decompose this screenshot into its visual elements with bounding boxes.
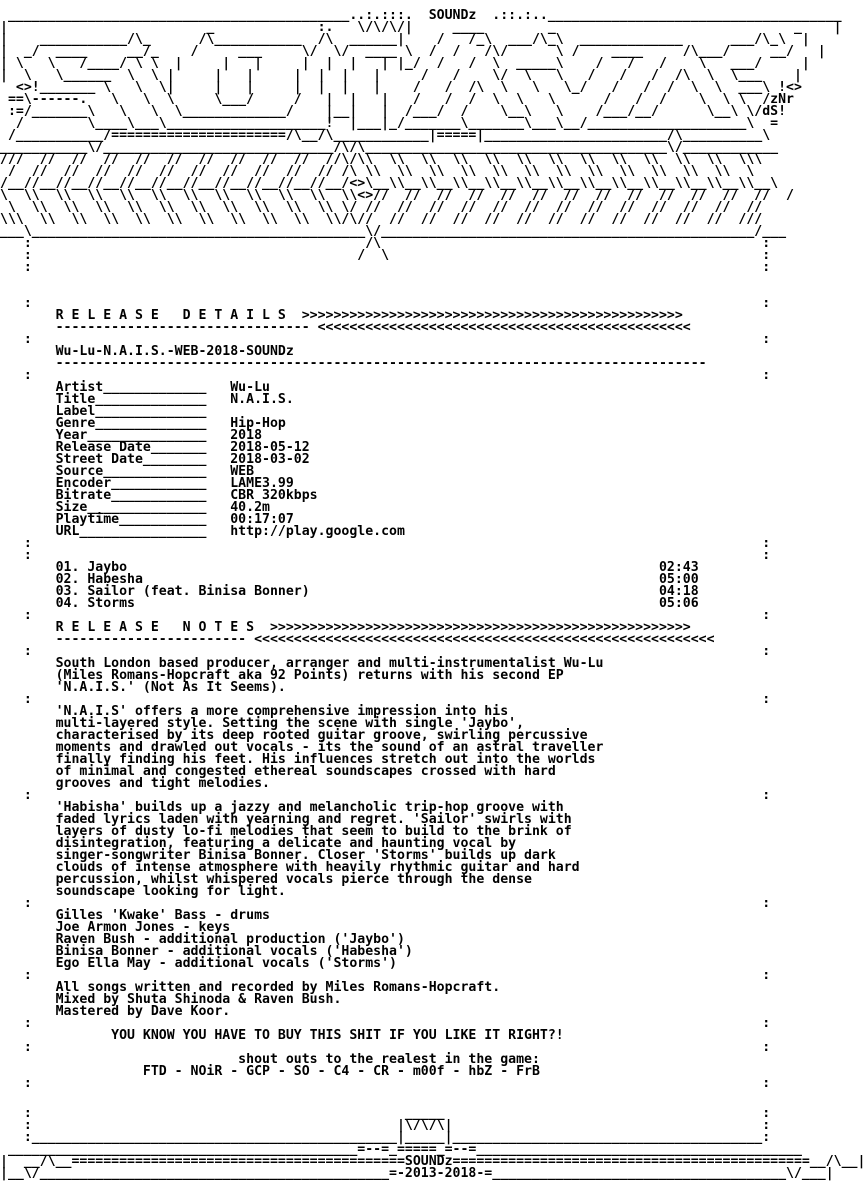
nfo-text-line: Street Date________ 2018-03-02 [0, 452, 310, 467]
nfo-text-line: : : [0, 692, 771, 707]
nfo-text-line: : : [0, 644, 771, 659]
nfo-text-line: moments and drawled out vocals - its the sound of an astral traveller [0, 740, 604, 755]
nfo-text-line: Year_______________ 2018 [0, 428, 263, 443]
nfo-text-line: FTD - NOiR - GCP - SO - C4 - CR - m00f - hbZ - FrB [0, 1064, 540, 1079]
nfo-text-line: of minimal and congested ethereal soundscapes crossed with hard [0, 764, 556, 779]
nfo-text-line: finally finding his feet. His influences stretch out into the worlds [0, 752, 596, 767]
nfo-text-line: (Miles Romans-Hopcraft aka 92 Points) returns with his second EP [0, 668, 564, 683]
nfo-text-line: All songs written and recorded by Miles Romans-Hopcraft. [0, 980, 501, 995]
header-art-line: / // // // // // // // // // // /\ \\ \\ \\ \\ \\ \\ \\ \\ \\ \\ \\ \\ \ [0, 164, 755, 179]
header-art-line: / \____\___\____________________! |___|_/_______\_______\___\__/____________________\ = [0, 116, 779, 131]
nfo-text-line: Title______________ N.A.I.S. [0, 392, 294, 407]
nfo-text-line: : : [0, 332, 771, 347]
nfo-text-line: multi-layered style. Setting the scene with single 'Jaybo', [0, 716, 525, 731]
nfo-text-line: disintegration, featuring a delicate and haunting vocal by [0, 836, 517, 851]
header-art-line: ___________________________________________..:.:::. SOUNDz .::.:.._____________________________________ [0, 8, 842, 23]
nfo-text-line: shout outs to the realest in the game: [0, 1052, 540, 1067]
header-art-line: | \ \ /____/ \ \ | | | | | | | |_/ / / \ _____\ / / / \ ___/ | [0, 56, 810, 71]
nfo-text-line: 04. Storms 05:06 [0, 596, 699, 611]
header-art-line: ==\------. \ \ \ \___/ / | | | / / / \ \ \ / / / \ \ \ /zNr [0, 92, 794, 107]
header-art-line: ___\__________________________________________\/_______________________________________________/___ [0, 224, 787, 239]
nfo-text-line: singer-songwriter Binisa Bonner. Closer 'Storms' builds up dark [0, 848, 556, 863]
header-art-line: \ \\ \\ \\ \\ \\ \\ \\ \\ \\ \\ \\<>// // // // // // // // // // // // // / [0, 188, 794, 203]
nfo-text-line: 03. Sailor (feat. Binisa Bonner) 04:18 [0, 584, 699, 599]
header-art-line: : / \ : [0, 248, 771, 263]
header-art-line: \\\ \\ \\ \\ \\ \\ \\ \\ \\ \\ \\/\// // // // // // // // // // // // /// [0, 212, 763, 227]
header-ascii-logo [0, 10, 842, 274]
nfo-text-line: : : [0, 968, 771, 983]
nfo-text-line: Binisa Bonner - additional vocals ('Habesha') [0, 944, 413, 959]
nfo-text-line: characterised by its deep rooted guitar groove, swirling percussive [0, 728, 588, 743]
nfo-text-line: Mixed by Shuta Shinoda & Raven Bush. [0, 992, 342, 1007]
nfo-text-line: : : [0, 896, 771, 911]
nfo-text-line: : : [0, 788, 771, 803]
header-art-line: | _ :. \/\/\/| ____ _ _ | [0, 20, 842, 35]
footer-ascii-banner [0, 1108, 865, 1180]
nfo-text-line: 02. Habesha 05:00 [0, 572, 699, 587]
header-art-line: ___________\/_____________________________/\/\______________________________________\/____________ [0, 140, 779, 155]
header-art-line: | ___________/\_ /\___________ /\ ______| / /_\ ___/\_\ _____________ ___/\_\ | [0, 32, 810, 47]
nfo-text-line: ---------------------------------------------------------------------------------- [0, 356, 707, 371]
footer-art-line: : _____ : [0, 1106, 771, 1121]
nfo-text-line: Ego Ella May - additional vocals ('Storms') [0, 956, 397, 971]
nfo-text-line: : : [0, 296, 771, 311]
nfo-text-line: 'N.A.I.S.' (Not As It Seems). [0, 680, 286, 695]
nfo-text-line: -------------------------------- <<<<<<<<<<<<<<<<<<<<<<<<<<<<<<<<<<<<<<<<<<<<<<< [0, 320, 691, 335]
nfo-text-line: Raven Bush - additional production ('Jaybo') [0, 932, 405, 947]
header-art-line: : : [0, 260, 771, 275]
nfo-text-line: clouds of intense atmosphere with heavily rhythmic guitar and hard [0, 860, 580, 875]
header-art-line: /// // // // // // // // // // //\/\\ \\ \\ \\ \\ \\ \\ \\ \\ \\ \\ \\ \\\ [0, 152, 763, 167]
nfo-text-line: R E L E A S E D E T A I L S >>>>>>>>>>>>>>>>>>>>>>>>>>>>>>>>>>>>>>>>>>>>>>>> [0, 308, 683, 323]
nfo-release-body [0, 298, 770, 1090]
nfo-text-line: : : [0, 1040, 771, 1055]
nfo-text-line: 'Habisha' builds up a jazzy and melancholic trip-hop groove with [0, 800, 564, 815]
nfo-text-line: Mastered by Dave Koor. [0, 1004, 231, 1019]
nfo-text-line: : : [0, 608, 771, 623]
nfo-text-line: ------------------------ <<<<<<<<<<<<<<<<<<<<<<<<<<<<<<<<<<<<<<<<<<<<<<<<<<<<<<<<<< [0, 632, 715, 647]
nfo-text-line: layers of dusty lo-fi melodies that seem to build to the brink of [0, 824, 572, 839]
nfo-text-line: Artist_____________ Wu-Lu [0, 380, 270, 395]
nfo-text-line: : : [0, 368, 771, 383]
nfo-text-line: : : [0, 1076, 771, 1091]
nfo-text-line: Gilles 'Kwake' Bass - drums [0, 908, 270, 923]
header-art-line: /___________/======================/\__/\____________|=====|_______________________/\__________\ [0, 128, 771, 143]
nfo-text-line: Label______________ [0, 404, 207, 419]
footer-art-line: :______________________________________________|_____|_______________________________________: [0, 1130, 771, 1145]
nfo-text-line: Source_____________ WEB [0, 464, 255, 479]
nfo-text-line: URL________________ http://play.google.com [0, 524, 405, 539]
nfo-text-line: Size_______________ 40.2m [0, 500, 270, 515]
nfo-text-line: percussion, whilst whispered vocals pierce through the dense [0, 872, 532, 887]
nfo-text-line: Joe Armon Jones - keys [0, 920, 231, 935]
nfo-text-line: 01. Jaybo 02:43 [0, 560, 699, 575]
nfo-text-line: : : [0, 536, 771, 551]
nfo-text-line: 'N.A.I.S' offers a more comprehensive impression into his [0, 704, 509, 719]
header-art-line: : /\ : [0, 236, 771, 251]
nfo-text-line: Playtime___________ 00:17:07 [0, 512, 294, 527]
nfo-text-line: Encoder____________ LAME3.99 [0, 476, 294, 491]
header-art-line: | _/ ____ __/_ / ___ \/ \/ ____ \ / / /\/ \ / ____ /\___/ __/ | [0, 44, 826, 59]
header-art-line: /__//__//__//__//__//__//__//__//__//__//__/<>\__\\__\\__\\__\\__\\__\\__\\__\\__\\__\\__\\__\\__\ [0, 176, 779, 191]
nfo-text-line: grooves and tight melodies. [0, 776, 270, 791]
nfo-text-line: Bitrate____________ CBR 320kbps [0, 488, 318, 503]
nfo-text-line: South London based producer, arranger and multi-instrumentalist Wu-Lu [0, 656, 604, 671]
nfo-text-line: : : [0, 548, 771, 563]
footer-art-line: : |\/\/\| : [0, 1118, 771, 1133]
nfo-text-line: soundscape looking for light. [0, 884, 286, 899]
nfo-text-line: Release Date_______ 2018-05-12 [0, 440, 310, 455]
nfo-text-line: faded lyrics laden with yearning and regret. 'Sailor' swirls with [0, 812, 572, 827]
header-art-line: <>!_______ \ \ \| | | | | | | / / /\ \ \ \_/ / / / \ \ ___\ !<> [0, 80, 802, 95]
footer-art-line: ____________________________________________=--=_=====_=--=_________________________________________ [0, 1142, 802, 1157]
header-art-line: | \ \______ \ \ | | | | | | | / / \/ \ \ / / / /\ \ \___ | [0, 68, 802, 83]
nfo-text-line: R E L E A S E N O T E S >>>>>>>>>>>>>>>>>>>>>>>>>>>>>>>>>>>>>>>>>>>>>>>>>>>>> [0, 620, 691, 635]
nfo-text-line: Genre______________ Hip-Hop [0, 416, 286, 431]
nfo-text-line: : : [0, 1016, 771, 1031]
header-art-line: :=/_______\ \ \ \_____________/ |__| | /___/ / \__\ \ /___/__/ \__\ \/dS! [0, 104, 787, 119]
nfo-text-line: Wu-Lu-N.A.I.S.-WEB-2018-SOUNDz [0, 344, 294, 359]
footer-art-line: |__\/____________________________________________=-2013-2018-=_____________________________________\/___| [0, 1166, 834, 1181]
nfo-text-line: YOU KNOW YOU HAVE TO BUY THIS SHIT IF YOU LIKE IT RIGHT?! [0, 1028, 564, 1043]
footer-art-line: | __/\__==========================================SOUNDz=============================================__/\__| [0, 1154, 865, 1169]
header-art-line: \ \\ \\ \\ \\ \\ \\ \\ \\ \\ \\ \/ // // // // // // // // // // // // // [0, 200, 763, 215]
